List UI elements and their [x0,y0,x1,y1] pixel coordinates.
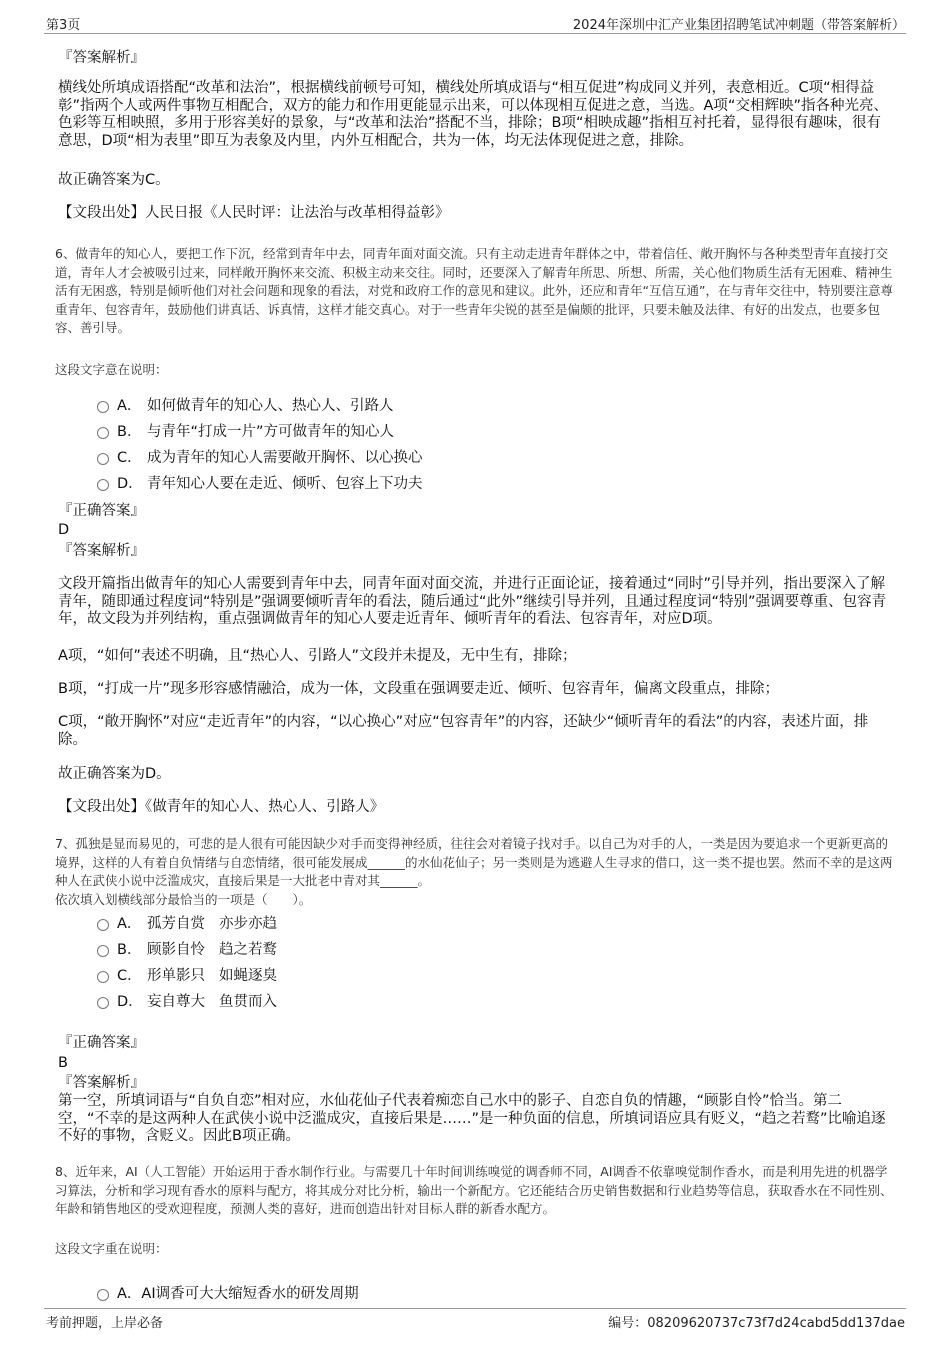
q7-option-b[interactable] [97,940,277,960]
option-word-1: 形单影只 [147,968,205,984]
q6-analysis-1: 文段开篇指出做青年的知心人需要到青年中去，同青年面对面交流，并进行正面论证，接着通过“同时”引导并列，指出要深入了解青年，随即通过程度词“特别是”强调要倾听青年的看法，随后通过“此外”继续引导并列，且通过程度词“特别”强调要尊重、包容青年，故文段为并列结构，重点强调做青年的知心人要走近青年、倾听青年的看法、包容青年，对应D项。 [58,576,887,627]
option-word-2: 亦步亦趋 [219,916,277,932]
q5-conclusion: 故正确答案为C。 [58,172,170,188]
option-word-1: 妄自尊大 [147,994,205,1010]
option-word-1: 顾影自怜 [147,942,205,958]
option-letter: C． [117,450,142,466]
document-title: 2024年深圳中汇产业集团招聘笔试冲刺题（带答案解析） [572,18,905,33]
q6-stem: 6、做青年的知心人，要把工作下沉，经常到青年中去，同青年面对面交流。只有主动走进青年群体之中，带着信任、敞开胸怀与各种类型青年直接打交道，青年人才会被吸引过来，同样敞开胸怀来交流、积极主动来交往。同时，还要深入了解青年所思、所想、所需，关心他们物质生活有无困难、精神生活有无困惑，特别是倾听他们对社会问题和现象的看法，对党和政府工作的意见和建议。此外，还应和青年“互信互通”，在与青年交往中，特别要注意尊重青年、包容青年，鼓励他们讲真话、诉真情，这样才能交真心。对于一些青年尖锐的甚至是偏颇的批评，只要未触及法律、有好的出发点，也要多包容、善引导。 [55,246,893,335]
q6-answer-label: 『正确答案』 [58,503,145,519]
option-letter: B． [117,942,142,958]
option-letter: D． [117,476,143,492]
q5-source-label: 【文段出处】 [58,205,145,221]
q7-option-c[interactable] [97,966,277,986]
footer-divider [44,1308,906,1309]
radio-icon[interactable] [97,427,109,439]
page-number: 第3页 [46,18,81,33]
q6-analysis-3: B项，“打成一片”现多形容感情融洽，成为一体，文段重在强调要走近、倾听、包容青年，偏离文段重点，排除； [58,681,779,697]
q6-analysis-label: 『答案解析』 [58,543,145,559]
q8-option-a[interactable] [97,1284,359,1304]
q7-answer: B [58,1055,68,1071]
q6-analysis-2: A项，“如何”表述不明确，且“热心人、引路人”文段并未提及，无中生有，排除； [58,648,577,664]
q6-source [58,799,384,817]
q6-prompt: 这段文字意在说明： [55,362,168,377]
footer-slogan: 考前押题，上岸必备 [46,1316,164,1331]
q7-analysis: 第一空，所填词语与“自负自恋”相对应，水仙花仙子代表着痴恋自己水中的影子、自恋自负的情趣，“顾影自怜”恰当。第二空，“不幸的是这两种人在武侠小说中泛滥成灾，直接后果是……”是一种负面的信息，所填词语应具有贬义，“趋之若鹜”比喻追逐不好的事物，含贬义。因此B项正确。 [58,1093,886,1144]
q5-analysis-label: 『答案解析』 [58,50,145,66]
option-letter: C． [117,968,142,984]
q6-option-d[interactable] [97,474,423,494]
q6-source-text: 《做青年的知心人、热心人、引路人》 [145,799,385,815]
q6-source-label: 【文段出处】 [58,799,145,815]
option-letter: A． [117,1286,142,1302]
radio-icon[interactable] [97,453,109,465]
radio-icon[interactable] [97,401,109,413]
q7-option-a[interactable] [97,914,277,934]
radio-icon[interactable] [97,997,109,1009]
document-code: 编号：08209620737c73f7d24cabd5dd137dae [608,1316,905,1331]
q6-option-a[interactable] [97,396,394,416]
q7-answer-label: 『正确答案』 [58,1035,145,1051]
q5-source [58,205,450,223]
q6-option-b[interactable] [97,422,394,442]
option-text: 青年知心人要在走近、倾听、包容上下功夫 [147,476,423,492]
q8-stem: 8、近年来，AI（人工智能）开始运用于香水制作行业。与需要几十年时间训练嗅觉的调香师不同，AI调香不依靠嗅觉制作香水，而是利用先进的机器学习算法，分析和学习现有香水的原料与配方，将其成分对比分析，输出一个新配方。它还能结合历史销售数据和行业趋势等信息，获取香水在不同性别、年龄和销售地区的受欢迎程度，预测人类的喜好，进而创造出针对目标人群的新香水配方。 [55,1164,893,1216]
option-text: 如何做青年的知心人、热心人、引路人 [147,398,394,414]
option-letter: A． [117,916,142,932]
q7-prompt: 依次填入划横线部分最恰当的一项是（ ）。 [55,892,312,907]
option-letter: B． [117,424,142,440]
q5-source-text: 人民日报《人民时评：让法治与改革相得益彰》 [145,205,450,221]
q8-prompt: 这段文字重在说明： [55,1241,168,1256]
option-text: 成为青年的知心人需要敞开胸怀、以心换心 [147,450,423,466]
q6-analysis-4: C项，“敞开胸怀”对应“走近青年”的内容，“以心换心”对应“包容青年”的内容，还缺少“倾听青年的看法”的内容，表述片面，排除。 [58,714,869,748]
option-word-2: 趋之若鹜 [219,942,277,958]
option-text: 与青年“打成一片”方可做青年的知心人 [147,424,395,440]
radio-icon[interactable] [97,945,109,957]
q7-analysis-label: 『答案解析』 [58,1075,145,1091]
option-word-1: 孤芳自赏 [147,916,205,932]
q5-analysis-text: 横线处所填成语搭配“改革和法治”，根据横线前顿号可知，横线处所填成语与“相互促进”构成同义并列，表意相近。C项“相得益彰”指两个人或两件事物互相配合，双方的能力和作用更能显示出来，可以体现相互促进之意，当选。A项“交相辉映”指各种光亮、色彩等互相映照，多用于形容美好的景象，与“改革和法治”搭配不当，排除；B项“相映成趣”指相互衬托着，显得很有趣味，很有意思，D项“相为表里”即互为表象及内里，内外互相配合，共为一体，均无法体现促进之意，排除。 [58,80,888,149]
header-divider [44,33,906,34]
option-text: AI调香可大大缩短香水的研发周期 [141,1286,359,1302]
q6-option-c[interactable] [97,448,423,468]
radio-icon[interactable] [97,479,109,491]
radio-icon[interactable] [97,919,109,931]
q7-stem: 7、孤独是显而易见的，可悲的是人很有可能因缺少对手而变得神经质，往往会对着镜子找对手。以自己为对手的人，一类是因为要追求一个更新更高的境界，这样的人有着自负情绪与自恋情绪，很可能发展成______的水仙花仙子；另一类则是为逃避人生寻求的借口，这一类不提也罢。然而不幸的是这两种人在武侠小说中泛滥成灾，直接后果是一大批老中青对其______。 [55,836,893,888]
radio-icon[interactable] [97,1289,109,1301]
q7-option-d[interactable] [97,992,277,1012]
radio-icon[interactable] [97,971,109,983]
option-word-2: 鱼贯而入 [219,994,277,1010]
option-letter: D． [117,994,143,1010]
q6-conclusion: 故正确答案为D。 [58,766,171,782]
option-letter: A． [117,398,142,414]
option-word-2: 如蝇逐臭 [219,968,277,984]
q6-answer: D [58,522,70,538]
